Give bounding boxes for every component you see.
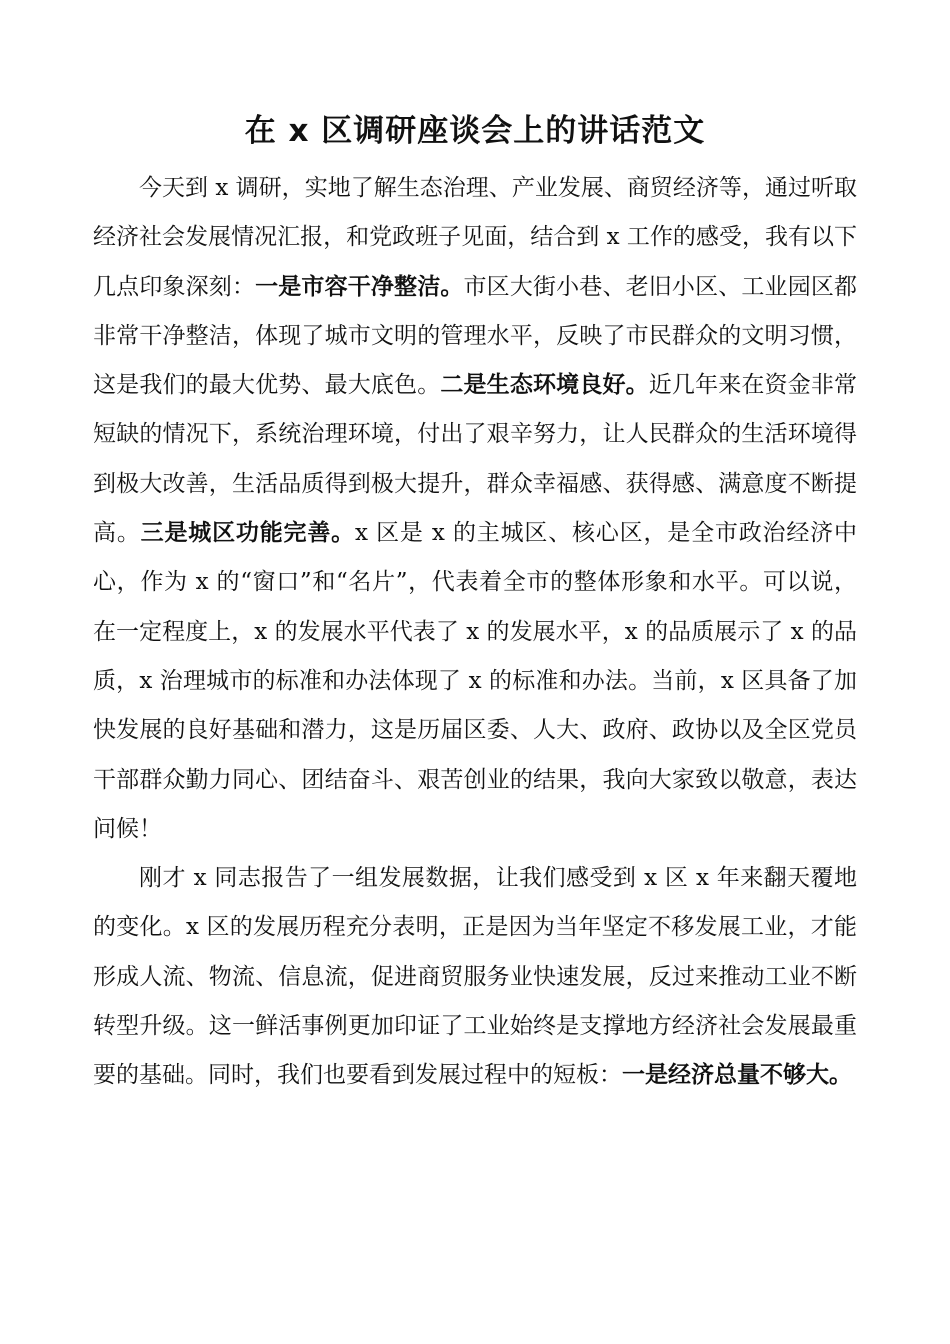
text-segment: 市区大街小巷、老旧小区、工业园区都非常干净整洁，体现了城市文明的管理水平，反映了市民群众的文明习惯，这是我们的最大优势、最大底色。	[93, 273, 857, 399]
bold-heading-economy-size: 一是经济总量不够大。	[622, 1062, 852, 1089]
bold-heading-city-clean: 一是市容干净整洁。	[255, 273, 464, 300]
bold-heading-urban-function: 三是城区功能完善。	[140, 520, 355, 547]
text-segment: 近几年来在资金非常短缺的情况下，系统治理环境，付出了艰辛努力，让人民群众的生活环境得到极大改善，生活品质得到极大提升，群众幸福感、获得感、满意度不断提高。	[93, 372, 857, 547]
document-title: 在 x 区调研座谈会上的讲话范文	[244, 113, 706, 149]
paragraph-development	[93, 854, 857, 1100]
paragraph-impressions	[93, 164, 857, 854]
bold-heading-ecology: 二是生态环境良好。	[440, 372, 649, 399]
text-segment: 今天到 x 调研，实地了解生态治理、产业发展、商贸经济等，通过听取经济社会发展情况汇报，和党政班子见面，结合到 x 工作的感受，我有以下几点印象深刻：	[93, 175, 857, 300]
text-segment: x 区是 x 的主城区、核心区，是全市政治经济中心，作为 x 的“窗口”和“名片”，代表着全市的整体形象和水平。可以说，在一定程度上，x 的发展水平代表了 x 的发展水平，x 的品质展示了 x 的品质，x 治理城市的标准和办法体现了 x 的标准和办法。当前，x 区具备了加快发展的良好基础和潜力，这是历届区委、人大、政府、政协以及全区党员干部群众勤力同心、团结奋斗、艰苦创业的结果，我向大家致以敬意，表达问候！	[93, 520, 857, 842]
text-segment: 刚才 x 同志报告了一组发展数据，让我们感受到 x 区 x 年来翻天覆地的变化。x 区的发展历程充分表明，正是因为当年坚定不移发展工业，才能形成人流、物流、信息流，促进商贸服务业快速发展，反过来推动工业不断转型升级。这一鲜活事例更加印证了工业始终是支撑地方经济社会发展最重要的基础。同时，我们也要看到发展过程中的短板：	[93, 865, 857, 1089]
